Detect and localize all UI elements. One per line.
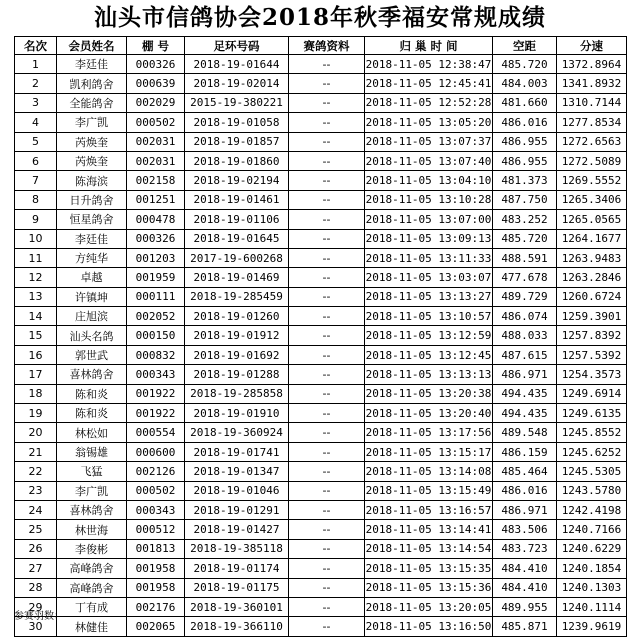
ring-number-cell: 2018-19-01910 xyxy=(185,404,289,423)
ring-number-cell: 2018-19-01174 xyxy=(185,559,289,578)
speed-cell: 1257.5392 xyxy=(557,345,627,364)
speed-cell: 1263.9483 xyxy=(557,248,627,267)
distance-cell: 494.435 xyxy=(493,404,557,423)
rank-cell: 29 xyxy=(15,597,57,616)
speed-cell: 1240.1854 xyxy=(557,559,627,578)
arrival-time-cell: 2018-11-05 13:16:57 xyxy=(365,500,493,519)
distance-cell: 489.729 xyxy=(493,287,557,306)
rank-cell: 28 xyxy=(15,578,57,597)
loft-number-cell: 000326 xyxy=(127,55,185,74)
member-name-cell: 李广凯 xyxy=(57,481,127,500)
member-name-cell: 凯利鸽舍 xyxy=(57,74,127,93)
pigeon-info-cell: -- xyxy=(289,365,365,384)
arrival-time-cell: 2018-11-05 12:45:41 xyxy=(365,74,493,93)
arrival-time-cell: 2018-11-05 13:15:36 xyxy=(365,578,493,597)
table-row xyxy=(15,326,627,345)
rank-cell: 2 xyxy=(15,74,57,93)
footer-note: 参赛羽数： xyxy=(14,611,64,622)
pigeon-info-cell: -- xyxy=(289,462,365,481)
pigeon-info-cell: -- xyxy=(289,74,365,93)
speed-cell: 1240.1303 xyxy=(557,578,627,597)
pigeon-info-cell: -- xyxy=(289,539,365,558)
distance-cell: 477.678 xyxy=(493,268,557,287)
arrival-time-cell: 2018-11-05 13:04:10 xyxy=(365,171,493,190)
pigeon-info-cell: -- xyxy=(289,500,365,519)
loft-number-cell: 001922 xyxy=(127,404,185,423)
pigeon-info-cell: -- xyxy=(289,55,365,74)
ring-number-cell: 2018-19-385118 xyxy=(185,539,289,558)
loft-number-cell: 001922 xyxy=(127,384,185,403)
ring-number-cell: 2018-19-02194 xyxy=(185,171,289,190)
table-row xyxy=(15,617,627,636)
loft-number-cell: 002065 xyxy=(127,617,185,636)
loft-number-cell: 000639 xyxy=(127,74,185,93)
pigeon-info-cell: -- xyxy=(289,93,365,112)
member-name-cell: 李廷佳 xyxy=(57,55,127,74)
arrival-time-cell: 2018-11-05 13:14:54 xyxy=(365,539,493,558)
table-row xyxy=(15,559,627,578)
ring-number-cell: 2018-19-01288 xyxy=(185,365,289,384)
arrival-time-cell: 2018-11-05 13:07:00 xyxy=(365,210,493,229)
pigeon-info-cell: -- xyxy=(289,326,365,345)
loft-number-cell: 000832 xyxy=(127,345,185,364)
pigeon-info-cell: -- xyxy=(289,113,365,132)
arrival-time-cell: 2018-11-05 13:15:35 xyxy=(365,559,493,578)
ring-number-cell: 2018-19-360924 xyxy=(185,423,289,442)
member-name-cell: 林松如 xyxy=(57,423,127,442)
rank-cell: 13 xyxy=(15,287,57,306)
pigeon-info-cell: -- xyxy=(289,210,365,229)
arrival-time-cell: 2018-11-05 13:07:40 xyxy=(365,151,493,170)
distance-cell: 486.159 xyxy=(493,442,557,461)
header-rank: 名次 xyxy=(15,37,57,55)
distance-cell: 485.464 xyxy=(493,462,557,481)
loft-number-cell: 000150 xyxy=(127,326,185,345)
pigeon-info-cell: -- xyxy=(289,597,365,616)
table-row xyxy=(15,481,627,500)
table-row xyxy=(15,423,627,442)
loft-number-cell: 000326 xyxy=(127,229,185,248)
rank-cell: 21 xyxy=(15,442,57,461)
arrival-time-cell: 2018-11-05 13:07:37 xyxy=(365,132,493,151)
loft-number-cell: 000343 xyxy=(127,500,185,519)
distance-cell: 484.410 xyxy=(493,559,557,578)
pigeon-info-cell: -- xyxy=(289,345,365,364)
speed-cell: 1257.8392 xyxy=(557,326,627,345)
ring-number-cell: 2017-19-600268 xyxy=(185,248,289,267)
loft-number-cell: 000600 xyxy=(127,442,185,461)
loft-number-cell: 001958 xyxy=(127,578,185,597)
member-name-cell: 李廷佳 xyxy=(57,229,127,248)
member-name-cell: 翁锡雄 xyxy=(57,442,127,461)
ring-number-cell: 2018-19-01175 xyxy=(185,578,289,597)
pigeon-info-cell: -- xyxy=(289,287,365,306)
speed-cell: 1240.6229 xyxy=(557,539,627,558)
pigeon-info-cell: -- xyxy=(289,578,365,597)
member-name-cell: 方纯华 xyxy=(57,248,127,267)
rank-cell: 16 xyxy=(15,345,57,364)
speed-cell: 1249.6914 xyxy=(557,384,627,403)
ring-number-cell: 2018-19-01741 xyxy=(185,442,289,461)
table-row xyxy=(15,365,627,384)
rank-cell: 30 xyxy=(15,617,57,636)
rank-cell: 11 xyxy=(15,248,57,267)
ring-number-cell: 2018-19-01645 xyxy=(185,229,289,248)
member-name-cell: 卓越 xyxy=(57,268,127,287)
member-name-cell: 李俊彬 xyxy=(57,539,127,558)
pigeon-info-cell: -- xyxy=(289,132,365,151)
loft-number-cell: 002158 xyxy=(127,171,185,190)
member-name-cell: 喜林鸽舍 xyxy=(57,500,127,519)
arrival-time-cell: 2018-11-05 13:20:38 xyxy=(365,384,493,403)
speed-cell: 1260.6724 xyxy=(557,287,627,306)
header-speed: 分速 xyxy=(557,37,627,55)
member-name-cell: 许镇坤 xyxy=(57,287,127,306)
distance-cell: 485.720 xyxy=(493,55,557,74)
loft-number-cell: 002176 xyxy=(127,597,185,616)
speed-cell: 1239.9619 xyxy=(557,617,627,636)
pigeon-info-cell: -- xyxy=(289,617,365,636)
table-row xyxy=(15,578,627,597)
distance-cell: 488.033 xyxy=(493,326,557,345)
distance-cell: 486.016 xyxy=(493,481,557,500)
table-row xyxy=(15,442,627,461)
distance-cell: 483.252 xyxy=(493,210,557,229)
ring-number-cell: 2018-19-01860 xyxy=(185,151,289,170)
rank-cell: 7 xyxy=(15,171,57,190)
distance-cell: 486.955 xyxy=(493,132,557,151)
distance-cell: 481.660 xyxy=(493,93,557,112)
page-title: 汕头市信鸽协会2018年秋季福安常规成绩 xyxy=(93,4,546,31)
rank-cell: 20 xyxy=(15,423,57,442)
member-name-cell: 陈和炎 xyxy=(57,384,127,403)
member-name-cell: 全能鸽舍 xyxy=(57,93,127,112)
arrival-time-cell: 2018-11-05 13:14:08 xyxy=(365,462,493,481)
arrival-time-cell: 2018-11-05 13:13:27 xyxy=(365,287,493,306)
member-name-cell: 芮焕奎 xyxy=(57,132,127,151)
header-ring-number: 足环号码 xyxy=(185,37,289,55)
speed-cell: 1259.3901 xyxy=(557,307,627,326)
rank-cell: 14 xyxy=(15,307,57,326)
arrival-time-cell: 2018-11-05 13:15:49 xyxy=(365,481,493,500)
pigeon-info-cell: -- xyxy=(289,248,365,267)
table-row xyxy=(15,74,627,93)
loft-number-cell: 001251 xyxy=(127,190,185,209)
speed-cell: 1254.3573 xyxy=(557,365,627,384)
member-name-cell: 陈海滨 xyxy=(57,171,127,190)
speed-cell: 1265.3406 xyxy=(557,190,627,209)
rank-cell: 15 xyxy=(15,326,57,345)
rank-cell: 9 xyxy=(15,210,57,229)
rank-cell: 10 xyxy=(15,229,57,248)
distance-cell: 488.591 xyxy=(493,248,557,267)
member-name-cell: 林世海 xyxy=(57,520,127,539)
distance-cell: 494.435 xyxy=(493,384,557,403)
arrival-time-cell: 2018-11-05 13:17:56 xyxy=(365,423,493,442)
table-row xyxy=(15,113,627,132)
arrival-time-cell: 2018-11-05 13:11:33 xyxy=(365,248,493,267)
rank-cell: 12 xyxy=(15,268,57,287)
arrival-time-cell: 2018-11-05 13:16:50 xyxy=(365,617,493,636)
table-row xyxy=(15,248,627,267)
member-name-cell: 高峰鸽舍 xyxy=(57,559,127,578)
pigeon-info-cell: -- xyxy=(289,229,365,248)
ring-number-cell: 2018-19-02014 xyxy=(185,74,289,93)
table-row xyxy=(15,93,627,112)
rank-cell: 22 xyxy=(15,462,57,481)
rank-cell: 6 xyxy=(15,151,57,170)
loft-number-cell: 001203 xyxy=(127,248,185,267)
table-row xyxy=(15,55,627,74)
header-loft-number: 棚 号 xyxy=(127,37,185,55)
table-row xyxy=(15,597,627,616)
loft-number-cell: 001959 xyxy=(127,268,185,287)
speed-cell: 1265.0565 xyxy=(557,210,627,229)
speed-cell: 1264.1677 xyxy=(557,229,627,248)
distance-cell: 487.615 xyxy=(493,345,557,364)
rank-cell: 3 xyxy=(15,93,57,112)
loft-number-cell: 000502 xyxy=(127,113,185,132)
loft-number-cell: 001813 xyxy=(127,539,185,558)
rank-cell: 4 xyxy=(15,113,57,132)
arrival-time-cell: 2018-11-05 13:14:41 xyxy=(365,520,493,539)
loft-number-cell: 002029 xyxy=(127,93,185,112)
member-name-cell: 高峰鸽舍 xyxy=(57,578,127,597)
header-member-name: 会员姓名 xyxy=(57,37,127,55)
arrival-time-cell: 2018-11-05 13:03:07 xyxy=(365,268,493,287)
speed-cell: 1269.5552 xyxy=(557,171,627,190)
member-name-cell: 日升鸽舍 xyxy=(57,190,127,209)
rank-cell: 8 xyxy=(15,190,57,209)
member-name-cell: 陈和炎 xyxy=(57,404,127,423)
speed-cell: 1277.8534 xyxy=(557,113,627,132)
speed-cell: 1243.5780 xyxy=(557,481,627,500)
speed-cell: 1272.6563 xyxy=(557,132,627,151)
loft-number-cell: 000502 xyxy=(127,481,185,500)
arrival-time-cell: 2018-11-05 12:38:47 xyxy=(365,55,493,74)
table-row xyxy=(15,190,627,209)
distance-cell: 486.955 xyxy=(493,151,557,170)
member-name-cell: 恒星鸽舍 xyxy=(57,210,127,229)
speed-cell: 1245.5305 xyxy=(557,462,627,481)
table-row xyxy=(15,210,627,229)
member-name-cell: 芮焕奎 xyxy=(57,151,127,170)
arrival-time-cell: 2018-11-05 13:09:13 xyxy=(365,229,493,248)
distance-cell: 486.971 xyxy=(493,365,557,384)
table-row xyxy=(15,268,627,287)
distance-cell: 484.003 xyxy=(493,74,557,93)
speed-cell: 1372.8964 xyxy=(557,55,627,74)
table-row xyxy=(15,500,627,519)
results-body xyxy=(15,55,627,637)
distance-cell: 483.723 xyxy=(493,539,557,558)
ring-number-cell: 2018-19-01427 xyxy=(185,520,289,539)
pigeon-info-cell: -- xyxy=(289,423,365,442)
speed-cell: 1240.1114 xyxy=(557,597,627,616)
pigeon-info-cell: -- xyxy=(289,171,365,190)
table-row xyxy=(15,384,627,403)
loft-number-cell: 000343 xyxy=(127,365,185,384)
ring-number-cell: 2015-19-380221 xyxy=(185,93,289,112)
distance-cell: 489.548 xyxy=(493,423,557,442)
distance-cell: 489.955 xyxy=(493,597,557,616)
loft-number-cell: 000111 xyxy=(127,287,185,306)
speed-cell: 1245.8552 xyxy=(557,423,627,442)
table-row xyxy=(15,229,627,248)
table-row xyxy=(15,520,627,539)
ring-number-cell: 2018-19-01461 xyxy=(185,190,289,209)
loft-number-cell: 002031 xyxy=(127,132,185,151)
member-name-cell: 李广凯 xyxy=(57,113,127,132)
rank-cell: 17 xyxy=(15,365,57,384)
distance-cell: 486.971 xyxy=(493,500,557,519)
table-row xyxy=(15,132,627,151)
speed-cell: 1310.7144 xyxy=(557,93,627,112)
rank-cell: 1 xyxy=(15,55,57,74)
ring-number-cell: 2018-19-01291 xyxy=(185,500,289,519)
pigeon-info-cell: -- xyxy=(289,384,365,403)
rank-cell: 27 xyxy=(15,559,57,578)
arrival-time-cell: 2018-11-05 13:13:13 xyxy=(365,365,493,384)
distance-cell: 486.074 xyxy=(493,307,557,326)
arrival-time-cell: 2018-11-05 13:15:17 xyxy=(365,442,493,461)
loft-number-cell: 002031 xyxy=(127,151,185,170)
loft-number-cell: 002126 xyxy=(127,462,185,481)
member-name-cell: 庄旭滨 xyxy=(57,307,127,326)
pigeon-info-cell: -- xyxy=(289,520,365,539)
rank-cell: 24 xyxy=(15,500,57,519)
member-name-cell: 郭世武 xyxy=(57,345,127,364)
ring-number-cell: 2018-19-285459 xyxy=(185,287,289,306)
ring-number-cell: 2018-19-285858 xyxy=(185,384,289,403)
ring-number-cell: 2018-19-01260 xyxy=(185,307,289,326)
speed-cell: 1341.8932 xyxy=(557,74,627,93)
loft-number-cell: 000512 xyxy=(127,520,185,539)
member-name-cell: 飞猛 xyxy=(57,462,127,481)
distance-cell: 486.016 xyxy=(493,113,557,132)
speed-cell: 1245.6252 xyxy=(557,442,627,461)
pigeon-info-cell: -- xyxy=(289,404,365,423)
header-pigeon-info: 赛鸽资料 xyxy=(289,37,365,55)
ring-number-cell: 2018-19-01058 xyxy=(185,113,289,132)
rank-cell: 23 xyxy=(15,481,57,500)
header-arrival-time: 归 巢 时 间 xyxy=(365,37,493,55)
member-name-cell: 林健佳 xyxy=(57,617,127,636)
ring-number-cell: 2018-19-01469 xyxy=(185,268,289,287)
table-row xyxy=(15,345,627,364)
loft-number-cell: 000554 xyxy=(127,423,185,442)
distance-cell: 485.871 xyxy=(493,617,557,636)
ring-number-cell: 2018-19-366110 xyxy=(185,617,289,636)
pigeon-info-cell: -- xyxy=(289,190,365,209)
pigeon-info-cell: -- xyxy=(289,151,365,170)
member-name-cell: 喜林鸽舍 xyxy=(57,365,127,384)
pigeon-info-cell: -- xyxy=(289,442,365,461)
member-name-cell: 汕头名鸽 xyxy=(57,326,127,345)
speed-cell: 1249.6135 xyxy=(557,404,627,423)
speed-cell: 1272.5089 xyxy=(557,151,627,170)
arrival-time-cell: 2018-11-05 13:20:05 xyxy=(365,597,493,616)
arrival-time-cell: 2018-11-05 13:12:45 xyxy=(365,345,493,364)
table-row xyxy=(15,287,627,306)
arrival-time-cell: 2018-11-05 13:20:40 xyxy=(365,404,493,423)
table-row xyxy=(15,307,627,326)
pigeon-info-cell: -- xyxy=(289,481,365,500)
ring-number-cell: 2018-19-01644 xyxy=(185,55,289,74)
pigeon-info-cell: -- xyxy=(289,559,365,578)
table-row xyxy=(15,462,627,481)
speed-cell: 1240.7166 xyxy=(557,520,627,539)
distance-cell: 481.373 xyxy=(493,171,557,190)
rank-cell: 25 xyxy=(15,520,57,539)
rank-cell: 26 xyxy=(15,539,57,558)
distance-cell: 485.720 xyxy=(493,229,557,248)
results-table xyxy=(14,36,627,637)
arrival-time-cell: 2018-11-05 12:52:28 xyxy=(365,93,493,112)
pigeon-info-cell: -- xyxy=(289,307,365,326)
arrival-time-cell: 2018-11-05 13:10:28 xyxy=(365,190,493,209)
header-distance: 空距 xyxy=(493,37,557,55)
loft-number-cell: 000478 xyxy=(127,210,185,229)
speed-cell: 1242.4198 xyxy=(557,500,627,519)
member-name-cell: 丁有成 xyxy=(57,597,127,616)
table-row xyxy=(15,404,627,423)
pigeon-info-cell: -- xyxy=(289,268,365,287)
ring-number-cell: 2018-19-360101 xyxy=(185,597,289,616)
distance-cell: 487.750 xyxy=(493,190,557,209)
rank-cell: 18 xyxy=(15,384,57,403)
arrival-time-cell: 2018-11-05 13:05:20 xyxy=(365,113,493,132)
distance-cell: 483.506 xyxy=(493,520,557,539)
speed-cell: 1263.2846 xyxy=(557,268,627,287)
ring-number-cell: 2018-19-01912 xyxy=(185,326,289,345)
loft-number-cell: 002052 xyxy=(127,307,185,326)
rank-cell: 19 xyxy=(15,404,57,423)
ring-number-cell: 2018-19-01347 xyxy=(185,462,289,481)
arrival-time-cell: 2018-11-05 13:12:59 xyxy=(365,326,493,345)
table-row xyxy=(15,171,627,190)
ring-number-cell: 2018-19-01857 xyxy=(185,132,289,151)
ring-number-cell: 2018-19-01692 xyxy=(185,345,289,364)
ring-number-cell: 2018-19-01106 xyxy=(185,210,289,229)
table-row xyxy=(15,539,627,558)
table-row xyxy=(15,151,627,170)
rank-cell: 5 xyxy=(15,132,57,151)
distance-cell: 484.410 xyxy=(493,578,557,597)
header-row xyxy=(15,37,627,55)
loft-number-cell: 001958 xyxy=(127,559,185,578)
ring-number-cell: 2018-19-01046 xyxy=(185,481,289,500)
arrival-time-cell: 2018-11-05 13:10:57 xyxy=(365,307,493,326)
